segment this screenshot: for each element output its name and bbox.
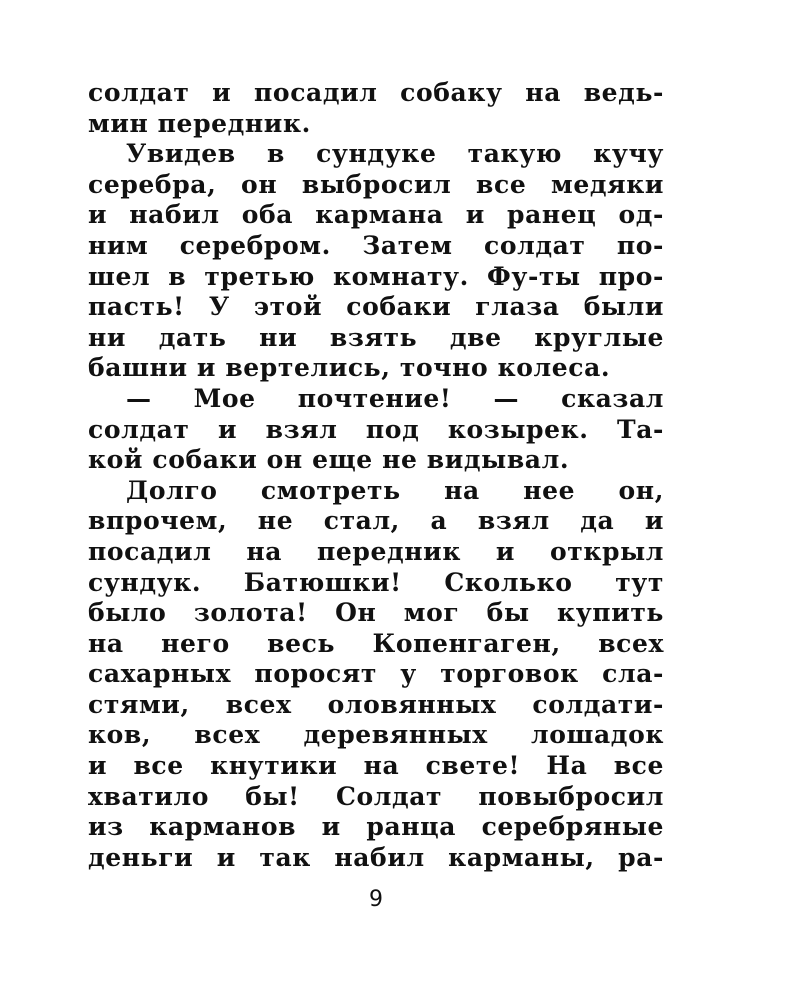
text-line: на него весь Копенгаген, всех [88,628,664,658]
text-line: посадил на передник и открыл [88,536,664,566]
text-line: сахарных поросят у торговок сла- [88,659,664,689]
text-line: пасть! У этой собаки глаза были [88,292,664,322]
text-line: ков, всех деревянных лошадок [88,720,664,750]
text-line: солдат и взял под козырек. Та- [88,414,664,444]
text-line: ни дать ни взять две круглые [88,322,664,352]
text-line: деньги и так набил карманы, ра- [88,842,664,872]
text-line: шел в третью комнату. Фу-ты про- [88,261,664,291]
text-line: было золота! Он мог бы купить [88,598,664,628]
text-line: солдат и посадил собаку на ведь- [88,78,664,107]
text-line: и набил оба кармана и ранец од- [88,200,664,230]
text-line: ним серебром. Затем солдат по- [88,230,664,260]
text-line: хватило бы! Солдат повыбросил [88,781,664,811]
page-number: 9 [369,887,383,912]
text-line: впрочем, не стал, а взял да и [88,506,664,536]
text-line: — Мое почтение! — сказал [126,383,664,413]
text-line: кой собаки он еще не видывал. [88,445,570,475]
text-line: и все кнутики на свете! На все [88,751,664,781]
text-line: Увидев в сундуке такую кучу [126,139,664,169]
text-line: башни и вертелись, точно колеса. [88,353,611,383]
text-line: стями, всех оловянных солдати- [88,689,664,719]
text-line: серебра, он выбросил все медяки [88,169,664,199]
text-line: Долго смотреть на нее он, [126,475,664,505]
text-line: мин передник. [88,108,311,138]
body-text [88,78,664,873]
text-line: из карманов и ранца серебряные [88,812,664,842]
text-line: сундук. Батюшки! Сколько тут [88,567,664,597]
